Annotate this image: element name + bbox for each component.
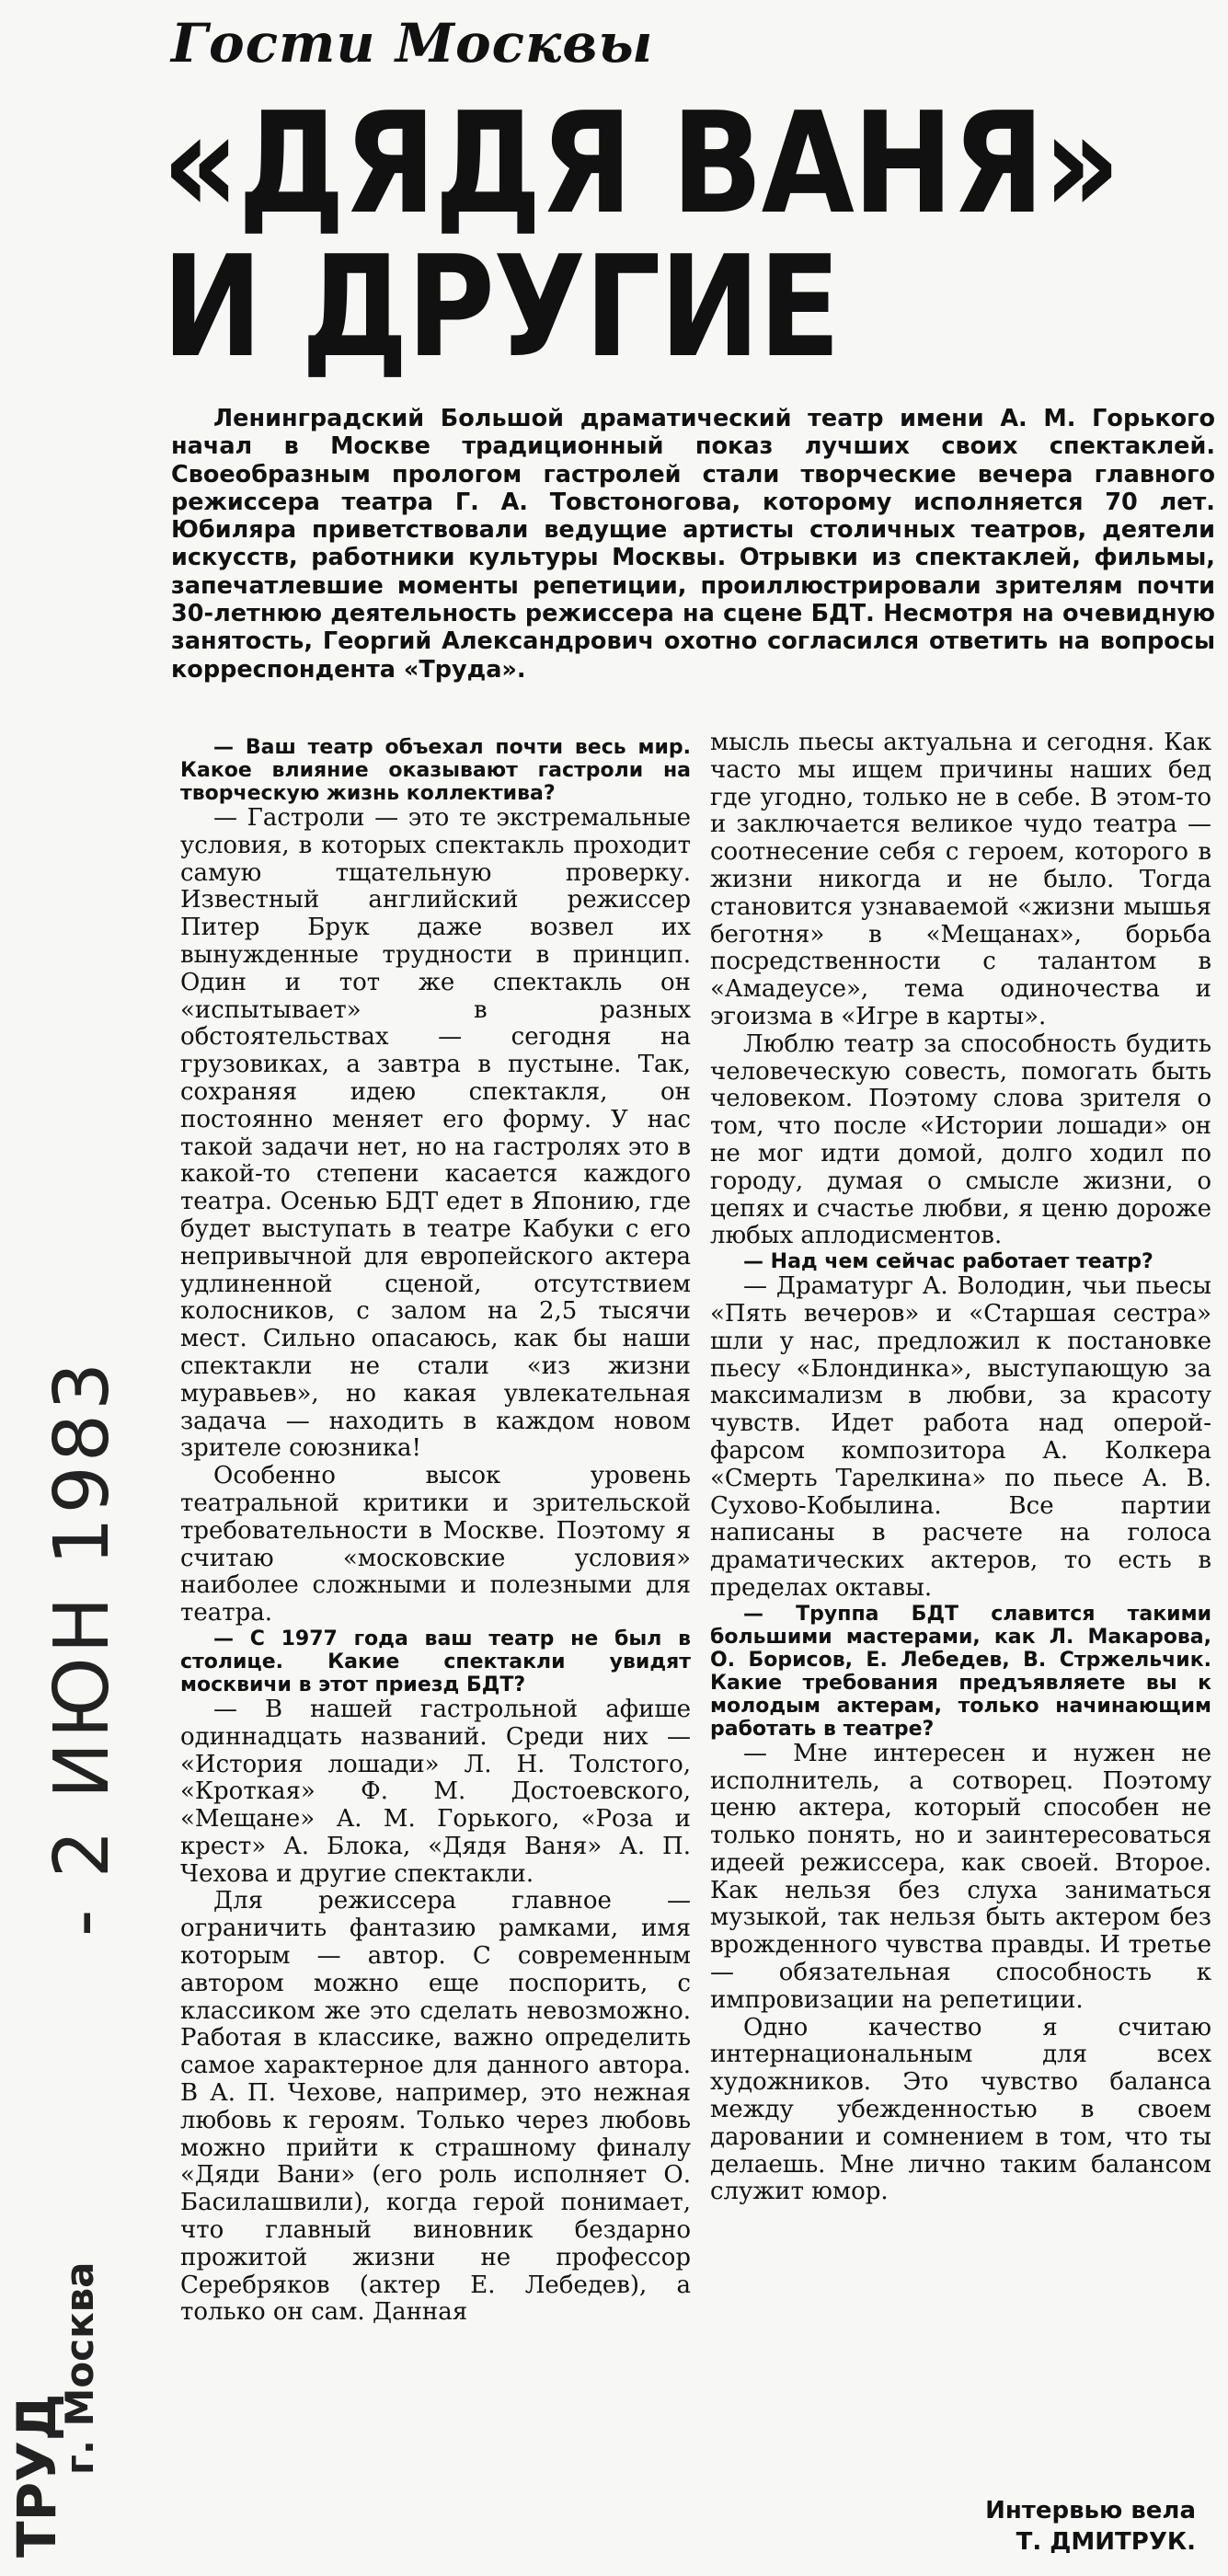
answer-paragraph: — Гастроли — это те экстремальные условия, в которых спектакль проходит самую тщательную проверку. Известный английский режиссер Питер Брук даже возвел их вынужденные трудности в принцип. Один и тот же спектакль он «испытывает» в разных обстоятельствах — сегодня на грузовиках, а завтра в пустыне. Так, сохраняя идею спектакля, он постоянно меняет его форму. У нас такой задачи нет, но на гастролях это в какой-то степени касается каждого театра. Осенью БДТ едет в Японию, где будет выступать в театре Кабуки с его непривычной для европейского актера удлиненной сценой, отсутствием колосников, с залом на 2,5 тысячи мест. Сильно опасаюсь, как бы наши спектакли не стали «из жизни муравьев», но какая увлекательная задача — находить в каждом новом зрителе союзника!	[180, 804, 691, 1463]
article-headline	[162, 82, 1119, 388]
answer-paragraph: — Драматург А. Володин, чьи пьесы «Пять вечеров» и «Старшая сестра» шли у нас, предложил к постановке пьесу «Блондинка», выступающую за максимализм в любви, за красоту чувств. Идет работа над оперой-фарсом композитора А. Колкера «Смерть Тарелкина» по пьесе А. В. Сухово-Кобылина. Все партии написаны в расчете на голоса драматических актеров, то есть в пределах октавы.	[710, 1272, 1211, 1602]
answer-paragraph: Особенно высок уровень театральной критики и зрительской требовательности в Москве. Поэтому я считаю «московские условия» наиболее сложными и полезными для театра.	[180, 1462, 691, 1627]
city-stamp: г. Москва	[57, 2261, 102, 2475]
article-lead: Ленинградский Большой драматический театр имени А. М. Горького начал в Москве традиционный показ лучших своих спектаклей. Своеобразным прологом гастролей стали творческие вечера главного режиссера театра Г. А. Товстоногова, которому исполняется 70 лет. Юбиляра приветствовали ведущие артисты столичных театров, деятели искусств, работники культуры Москвы. Отрывки из спектаклей, фильмы, запечатлевшие моменты репетиции, проиллюстрировали зрителям почти 30-летнюю деятельность режиссера на сцене БДТ. Несмотря на очевидную занятость, Георгий Александрович охотно согласился ответить на вопросы корреспондента «Труда».	[171, 405, 1215, 684]
question-paragraph: — Ваш театр объехал почти весь мир. Какое влияние оказывают гастроли на творческую жизнь коллектива?	[180, 736, 691, 805]
question-paragraph: — Над чем сейчас работает театр?	[743, 1250, 1153, 1274]
answer-paragraph: Одно качество я считаю интернациональным для всех художников. Это чувство баланса между убежденностью в своем даровании и сомнением в том, что ты делаешь. Мне лично таким балансом служит юмор.	[710, 2013, 1211, 2206]
section-rubric: Гости Москвы	[171, 12, 654, 75]
answer-paragraph: — В нашей гастрольной афише одиннадцать названий. Среди них — «История лошади» Л. Н. Толстого, «Кроткая» Ф. М. Достоевского, «Мещане» А. М. Горького, «Роза и крест» А. Блока, «Дядя Ваня» А. П. Чехова и другие спектакли.	[180, 1695, 691, 1888]
newspaper-stamp: ТРУД	[6, 2393, 68, 2558]
headline-line-2: И ДРУГИЕ	[162, 225, 840, 388]
question-paragraph: — Труппа БДТ славится такими большими мастерами, как Л. Макарова, О. Борисов, Е. Лебедев, В. Стржельчик. Какие требования предъявляете вы к молодым актерам, только начинающим работать в театре?	[710, 1602, 1211, 1741]
answer-paragraph: Люблю театр за способность будить человеческую совесть, помогать быть человеком. Поэтому слова зрителя о том, что после «Истории лошади» он не мог идти домой, долго ходил по городу, думая о смысле жизни, о цепях и счастье любви, я ценю дороже любых аплодисментов.	[710, 1029, 1211, 1250]
answer-paragraph-continued: мысль пьесы актуальна и сегодня. Как часто мы ищем причины наших бед где угодно, только не в себе. В этом-то и заключается великое чудо театра — соотнесение себя с героем, которого в жизни никогда и не было. Тогда становится узнаваемой «жизни мышья беготня» в «Мещанах», борьба посредственности с талантом в «Амадеусе», тема одиночества и эгоизма в «Игре в карты».	[710, 729, 1211, 1030]
signature-name: Т. ДМИТРУК.	[1016, 2528, 1196, 2556]
headline-line-1: «ДЯДЯ ВАНЯ»	[162, 82, 1119, 245]
left-column	[180, 736, 691, 2327]
answer-paragraph: — Мне интересен и нужен не исполнитель, а сотворец. Поэтому ценю актера, который способен не только понять, но и заинтересоваться идеей режиссера, как своей. Второе. Как нельзя без слуха заниматься музыкой, так нельзя быть актером без врожденного чувства правды. И третье — обязательная способность к импровизации на репетиции.	[710, 1739, 1211, 2014]
right-column	[710, 730, 1211, 2206]
signature-credit: Интервью вела	[985, 2497, 1196, 2524]
date-stamp: - 2 ИЮН 1983	[39, 1358, 126, 1937]
answer-paragraph: Для режиссера главное — ограничить фантазию рамками, имя которым — автор. С современным автором можно еще поспорить, с классиком же это сделать невозможно. Работая в классике, важно определить самое характерное для данного автора. В А. П. Чехове, например, это нежная любовь к героям. Только через любовь можно прийти к страшному финалу «Дяди Вани» (его роль исполняет О. Басилашвили), когда герой понимает, что главный виновник бездарно прожитой жизни не профессор Серебряков (актер Е. Лебедев), а только он сам. Данная	[180, 1887, 691, 2327]
question-paragraph: — С 1977 года ваш театр не был в столице. Какие спектакли увидят москвичи в этот приезд БДТ?	[180, 1627, 691, 1696]
author-signature	[920, 2495, 1196, 2558]
